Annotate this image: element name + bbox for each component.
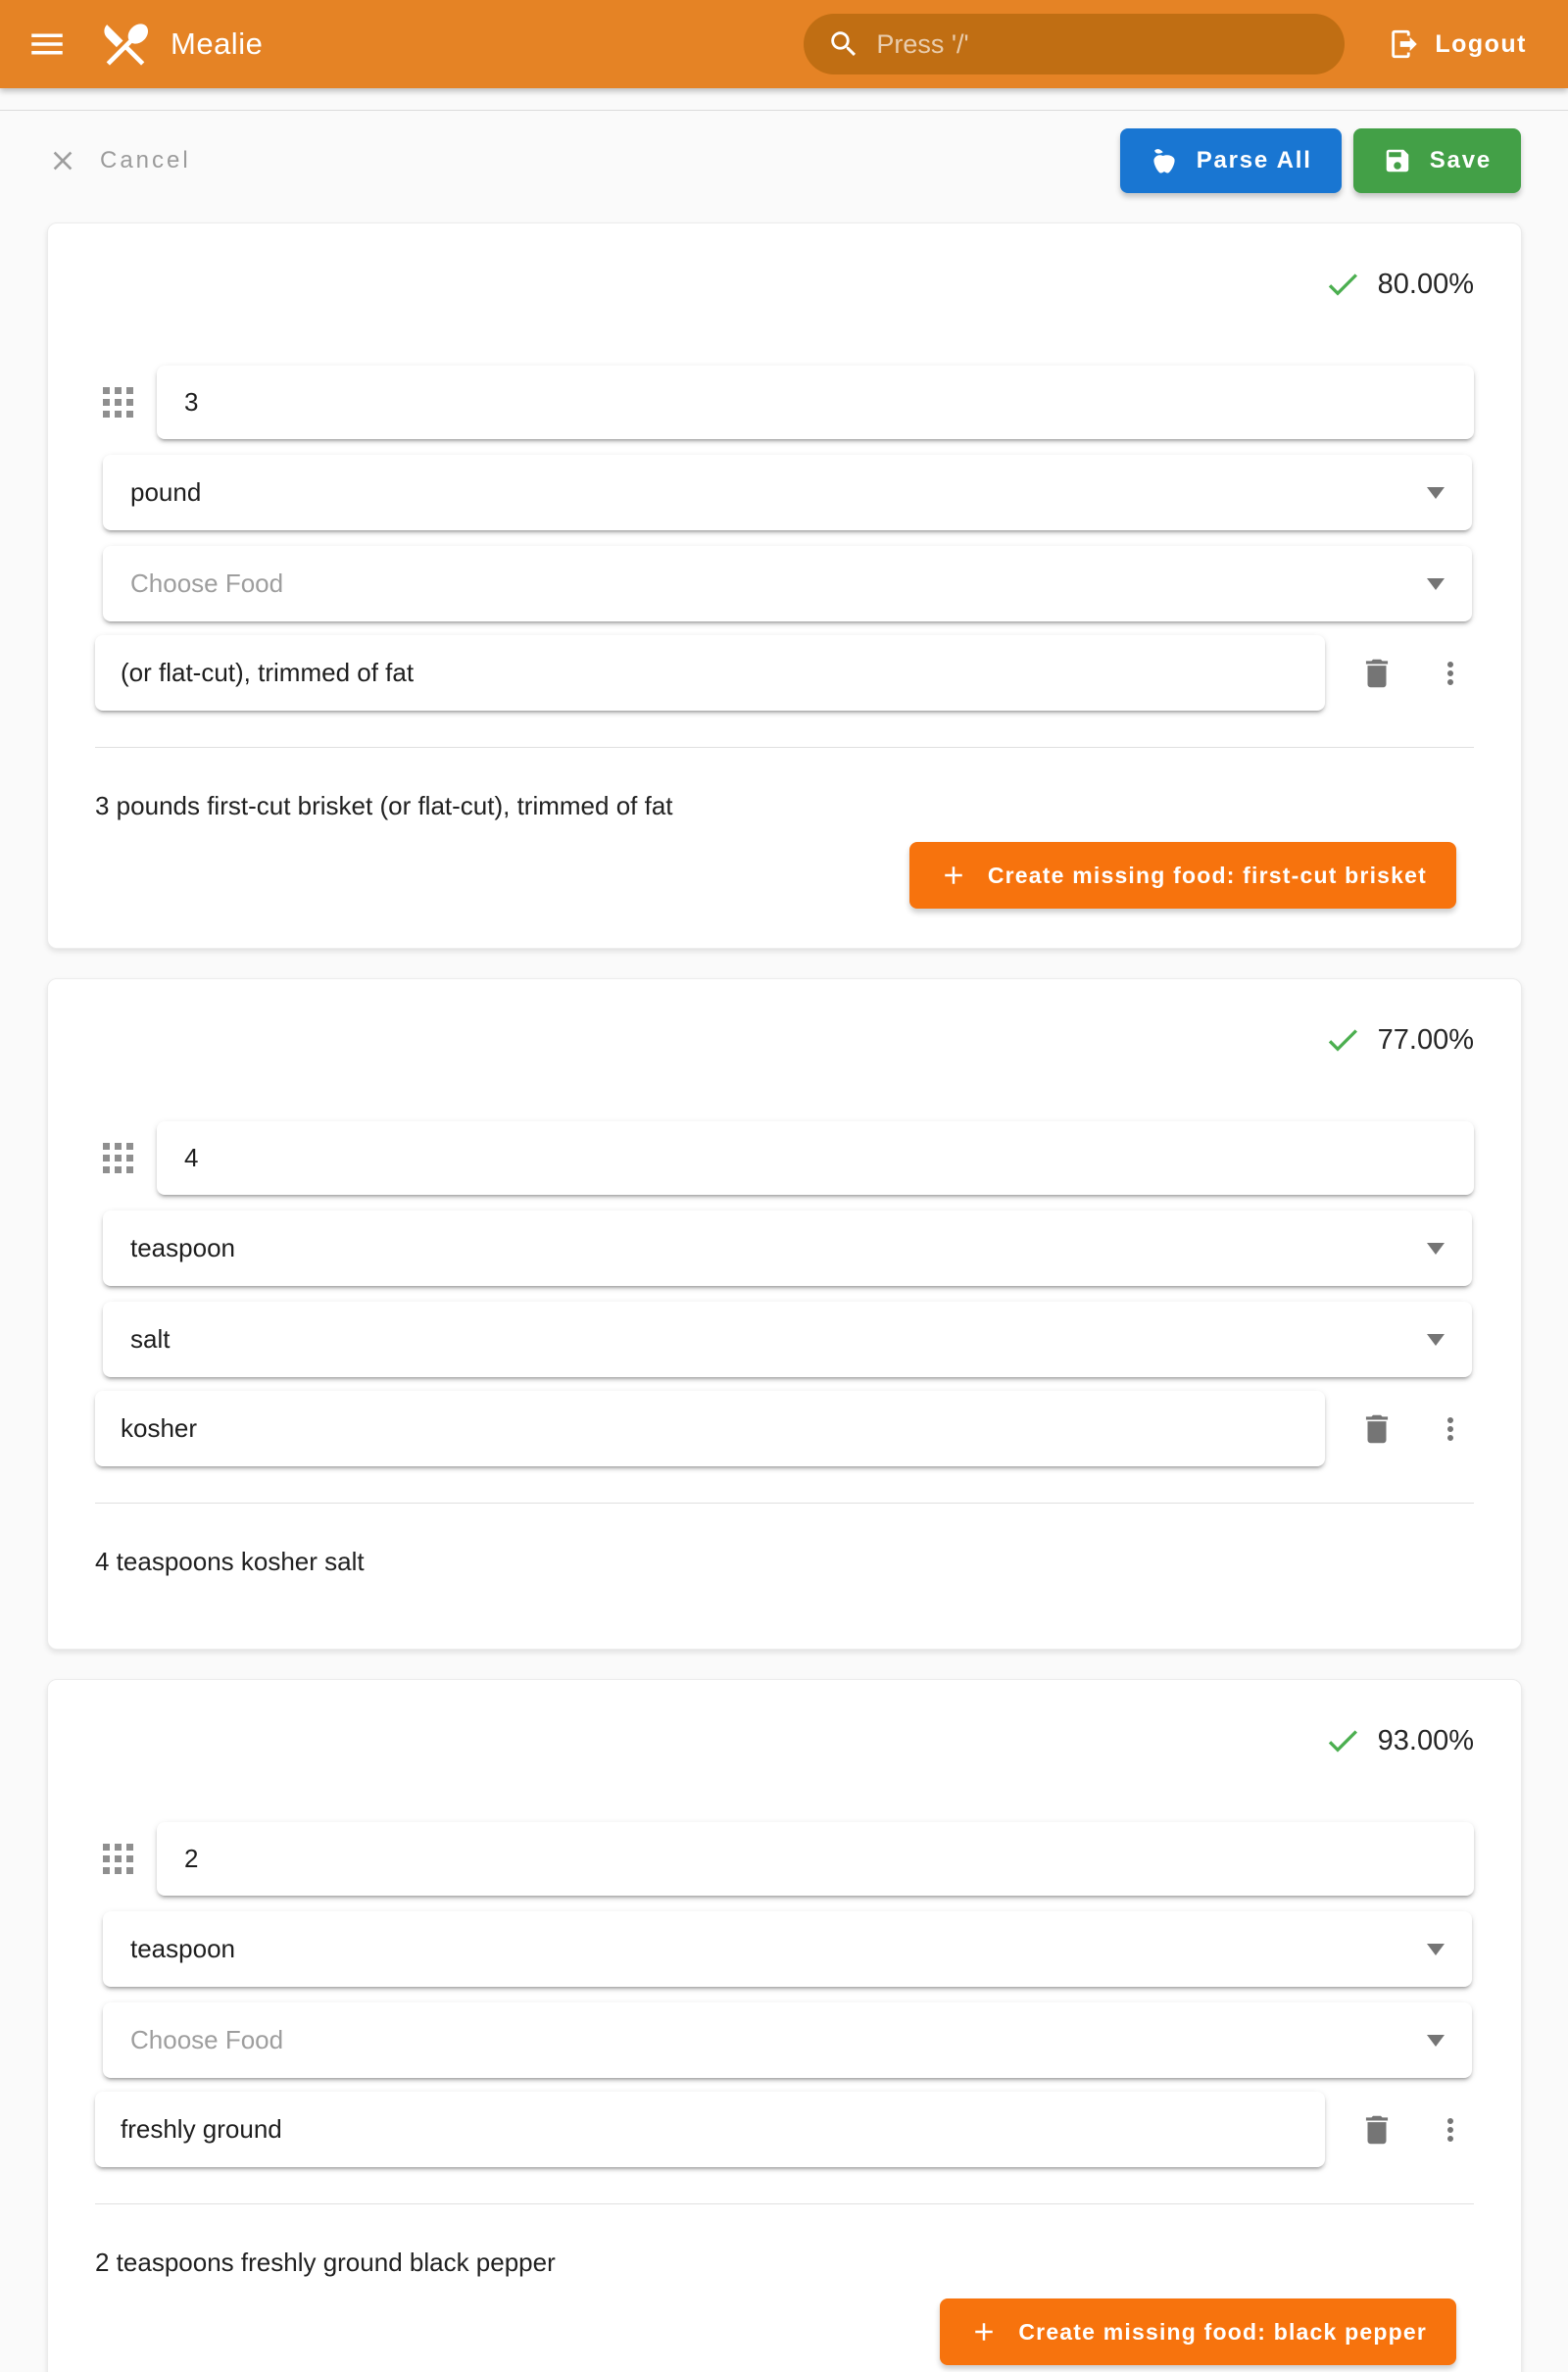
chevron-down-icon: [1427, 487, 1445, 499]
unit-select[interactable]: [103, 1211, 1472, 1286]
create-missing-food-button[interactable]: [909, 842, 1456, 909]
card-divider: [95, 2203, 1474, 2204]
food-placeholder: Choose Food: [130, 568, 284, 598]
cancel-label: Cancel: [100, 147, 191, 173]
mealie-logo-silverware-icon: [98, 17, 153, 72]
chevron-down-icon: [1427, 1944, 1445, 1955]
check-icon: [1323, 1020, 1362, 1060]
more-options-button[interactable]: [1433, 656, 1468, 691]
unit-value: teaspoon: [130, 1934, 235, 1963]
delete-button[interactable]: [1358, 2111, 1396, 2149]
original-ingredient-text: 4 teaspoons kosher salt: [95, 1547, 365, 1576]
original-ingredient-text: 3 pounds first-cut brisket (or flat-cut), trimmed of fat: [95, 791, 673, 820]
food-select[interactable]: [103, 546, 1472, 621]
check-icon: [1323, 265, 1362, 304]
note-input[interactable]: [95, 2092, 1325, 2167]
parse-all-label: Parse All: [1196, 147, 1312, 173]
ingredient-card: [47, 222, 1522, 949]
more-options-button[interactable]: [1433, 1411, 1468, 1447]
chevron-down-icon: [1427, 1334, 1445, 1346]
app-title: Mealie: [171, 26, 264, 61]
unit-select[interactable]: [103, 455, 1472, 530]
save-floppy-icon: [1383, 146, 1412, 175]
create-missing-food-label: Create missing food: black pepper: [1018, 2318, 1427, 2345]
plus-icon: [939, 861, 968, 890]
food-select[interactable]: [103, 1302, 1472, 1377]
chevron-down-icon: [1427, 1243, 1445, 1255]
search-bar[interactable]: [804, 14, 1345, 74]
drag-handle-icon[interactable]: [103, 387, 133, 418]
food-placeholder: Choose Food: [130, 2025, 284, 2054]
menu-icon[interactable]: [25, 23, 69, 66]
unit-value: teaspoon: [130, 1233, 235, 1262]
delete-button[interactable]: [1358, 655, 1396, 692]
app-bar: [0, 0, 1568, 88]
search-icon: [827, 27, 860, 61]
chevron-down-icon: [1427, 2035, 1445, 2047]
close-icon: [47, 145, 78, 176]
apple-icon: [1150, 146, 1179, 175]
chevron-down-icon: [1427, 578, 1445, 590]
note-input[interactable]: [95, 1391, 1325, 1466]
save-label: Save: [1429, 147, 1492, 173]
ingredient-card: [47, 1679, 1522, 2372]
food-select[interactable]: [103, 2002, 1472, 2078]
original-ingredient-text: 2 teaspoons freshly ground black pepper: [95, 2248, 556, 2277]
delete-button[interactable]: [1358, 1410, 1396, 1448]
confidence-value: 80.00%: [1377, 268, 1474, 300]
create-missing-food-button[interactable]: [940, 2298, 1456, 2365]
logout-button[interactable]: [1388, 27, 1527, 61]
quantity-input[interactable]: [157, 1121, 1474, 1195]
quantity-input[interactable]: [157, 1822, 1474, 1896]
quantity-input[interactable]: [157, 366, 1474, 439]
cancel-button[interactable]: [47, 145, 191, 176]
card-divider: [95, 747, 1474, 748]
parser-toolbar: [47, 128, 1521, 193]
create-missing-food-label: Create missing food: first-cut brisket: [987, 862, 1427, 888]
card-divider: [95, 1503, 1474, 1504]
save-button[interactable]: [1353, 128, 1521, 193]
plus-icon: [969, 2317, 999, 2347]
check-icon: [1323, 1721, 1362, 1760]
unit-select[interactable]: [103, 1911, 1472, 1987]
unit-value: pound: [130, 477, 202, 507]
search-input[interactable]: [876, 29, 1321, 60]
drag-handle-icon[interactable]: [103, 1844, 133, 1874]
parse-all-button[interactable]: [1120, 128, 1342, 193]
food-value: salt: [130, 1324, 171, 1354]
logout-icon: [1388, 27, 1421, 61]
more-options-button[interactable]: [1433, 2112, 1468, 2148]
drag-handle-icon[interactable]: [103, 1143, 133, 1173]
confidence-value: 93.00%: [1377, 1724, 1474, 1756]
header-divider: [0, 110, 1568, 111]
note-input[interactable]: [95, 635, 1325, 711]
confidence-value: 77.00%: [1377, 1023, 1474, 1056]
logout-label: Logout: [1435, 29, 1527, 58]
ingredient-card: [47, 978, 1522, 1650]
